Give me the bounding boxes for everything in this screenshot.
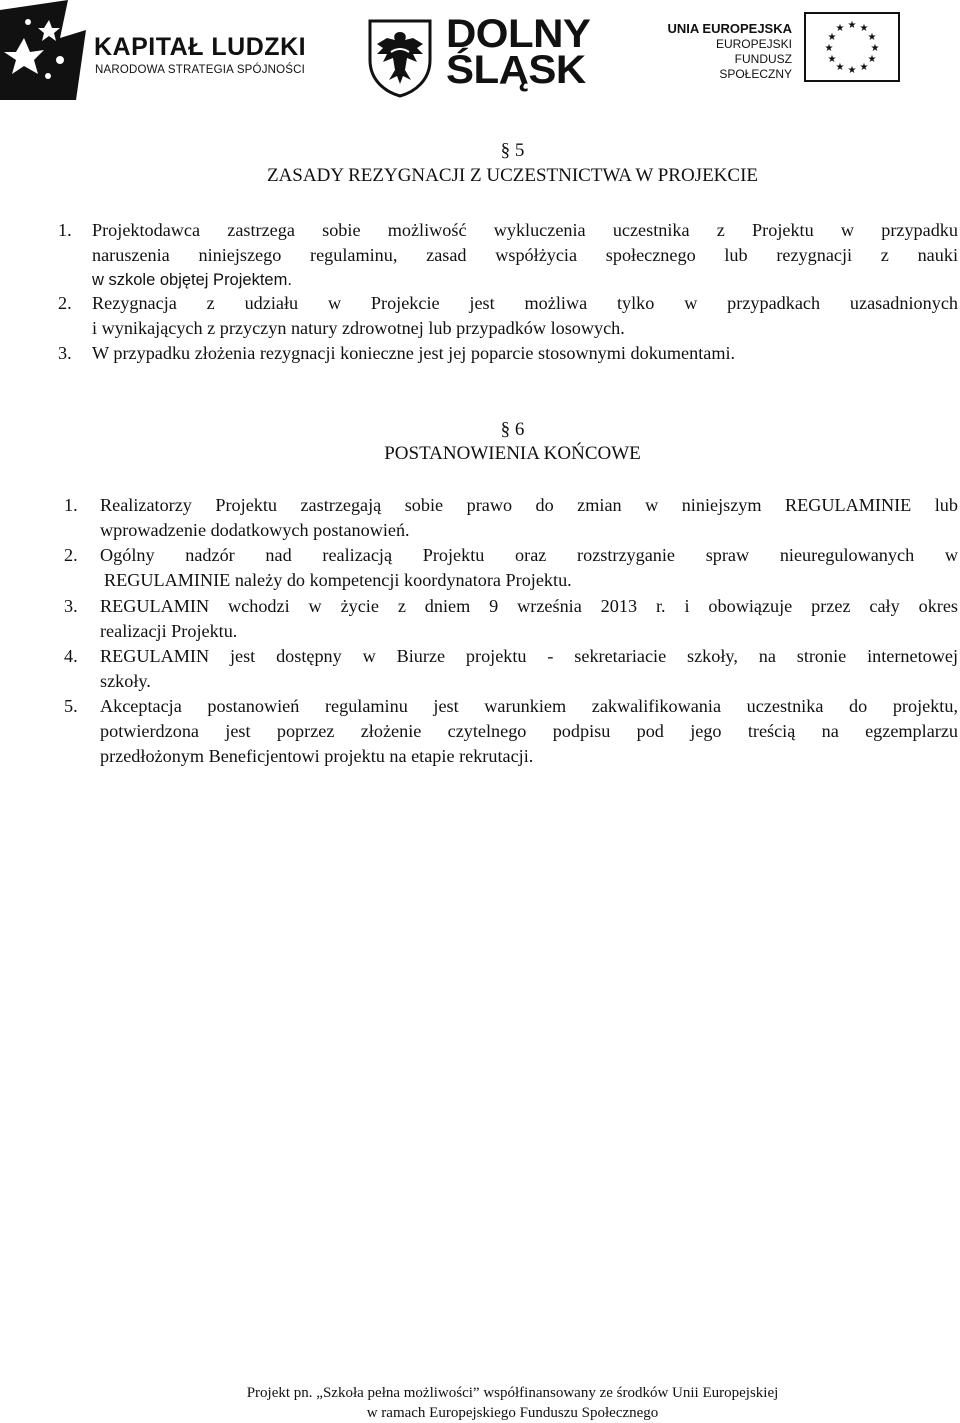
svg-text:★: ★ [827,54,837,65]
item-line: Projektodawca zastrzega sobie możliwość wykluczenia uczestnika z Projektu w przypadku [92,220,958,240]
svg-text:★: ★ [859,23,869,34]
item-number: 2. [64,545,78,565]
section-5-number: § 5 [500,140,525,161]
item-number: 5. [64,696,78,716]
svg-text:★: ★ [847,20,857,31]
logo-bar [0,0,960,110]
dolny-slask-line1: DOLNY [446,12,591,56]
svg-text:★: ★ [867,32,877,43]
eu-fund-label [664,20,792,82]
item-line: potwierdzona jest poprzez złożenie czytelnego podpisu pod jego treścią na egzemplarzu [100,721,958,741]
item-line: realizacji Projektu. [100,621,238,641]
item-line: przedłożonym Beneficjentowi projektu na etapie rekrutacji. [100,746,534,766]
item-line: Realizatorzy Projektu zastrzegają sobie prawo do zmian w niniejszym REGULAMINIE lub [100,495,958,515]
section-5-item-2 [58,291,958,345]
item-line: REGULAMIN jest dostępny w Biurze projektu - sekretariacie szkoły, na stronie internetowej [100,646,958,666]
section-6-item-4 [64,644,958,698]
item-line: naruszenia niniejszego regulaminu, zasad współżycia społecznego lub rezygnacji z nauki [92,245,958,265]
eu-flag-icon [804,12,900,82]
section-6-item-1 [64,493,958,547]
svg-text:★: ★ [824,43,834,54]
svg-text:★: ★ [847,65,857,76]
item-line: Rezygnacja z udziału w Projekcie jest możliwa tylko w przypadkach uzasadnionych [92,293,958,313]
item-number: 2. [58,293,72,313]
item-number: 1. [64,495,78,515]
eu-line2: EUROPEJSKI [715,37,792,51]
item-line: Akceptacja postanowień regulaminu jest warunkiem zakwalifikowania uczestnika do projektu, [100,696,958,716]
svg-text:★: ★ [867,54,877,65]
dolny-slask-crest-icon [367,18,433,98]
kapital-ludzki-logo [0,0,330,100]
item-line: w szkole objętej Projektem. [92,271,292,289]
footer-line2: w ramach Europejskiego Funduszu Społecznego [366,1405,659,1421]
kapital-ludzki-emblem-icon [0,0,92,100]
svg-text:★: ★ [827,32,837,43]
item-number: 4. [64,646,78,666]
item-number: 3. [64,596,78,616]
svg-text:★: ★ [835,62,845,73]
section-6-title: POSTANOWIENIA KOŃCOWE [384,443,641,464]
item-line: REGULAMINIE należy do kompetencji koordynatora Projektu. [104,570,572,590]
section-5-item-3 [58,341,958,369]
item-line: Ogólny nadzór nad realizacją Projektu oraz rozstrzyganie spraw nieuregulowanych w [100,545,958,565]
dolny-slask-logo [446,12,591,92]
item-line: szkoły. [100,671,151,691]
section-6-item-3 [64,594,958,648]
item-line: REGULAMIN wchodzi w życie z dniem 9 września 2013 r. i obowiązuje przez cały okres [100,596,958,616]
item-line: i wynikających z przyczyn natury zdrowotnej lub przypadków losowych. [92,318,625,338]
eu-line1: UNIA EUROPEJSKA [667,21,792,36]
section-5-title: ZASADY REZYGNACJI Z UCZESTNICTWA W PROJEKCIE [266,165,758,186]
section-6-number: § 6 [500,419,525,440]
item-number: 1. [58,220,72,240]
section-6-item-5 [64,694,958,774]
footer [0,1383,960,1423]
section-6-item-2 [64,543,958,597]
kapital-ludzki-title: KAPITAŁ LUDZKI [94,33,307,61]
svg-text:★: ★ [870,43,880,54]
eu-line3: FUNDUSZ SPOŁECZNY [719,52,792,81]
item-line: W przypadku złożenia rezygnacji konieczne jest jej poparcie stosownymi dokumentami. [92,343,736,363]
kapital-ludzki-subtitle: NARODOWA STRATEGIA SPÓJNOŚCI [95,64,306,76]
dolny-slask-line2: ŚLĄSK [446,48,586,92]
item-number: 3. [58,343,72,363]
svg-text:★: ★ [835,23,845,34]
footer-line1: Projekt pn. „Szkoła pełna możliwości” współfinansowany ze środków Unii Europejskiej [246,1385,779,1401]
svg-text:★: ★ [859,62,869,73]
section-5-item-1 [58,218,958,298]
item-line: wprowadzenie dodatkowych postanowień. [100,520,410,540]
